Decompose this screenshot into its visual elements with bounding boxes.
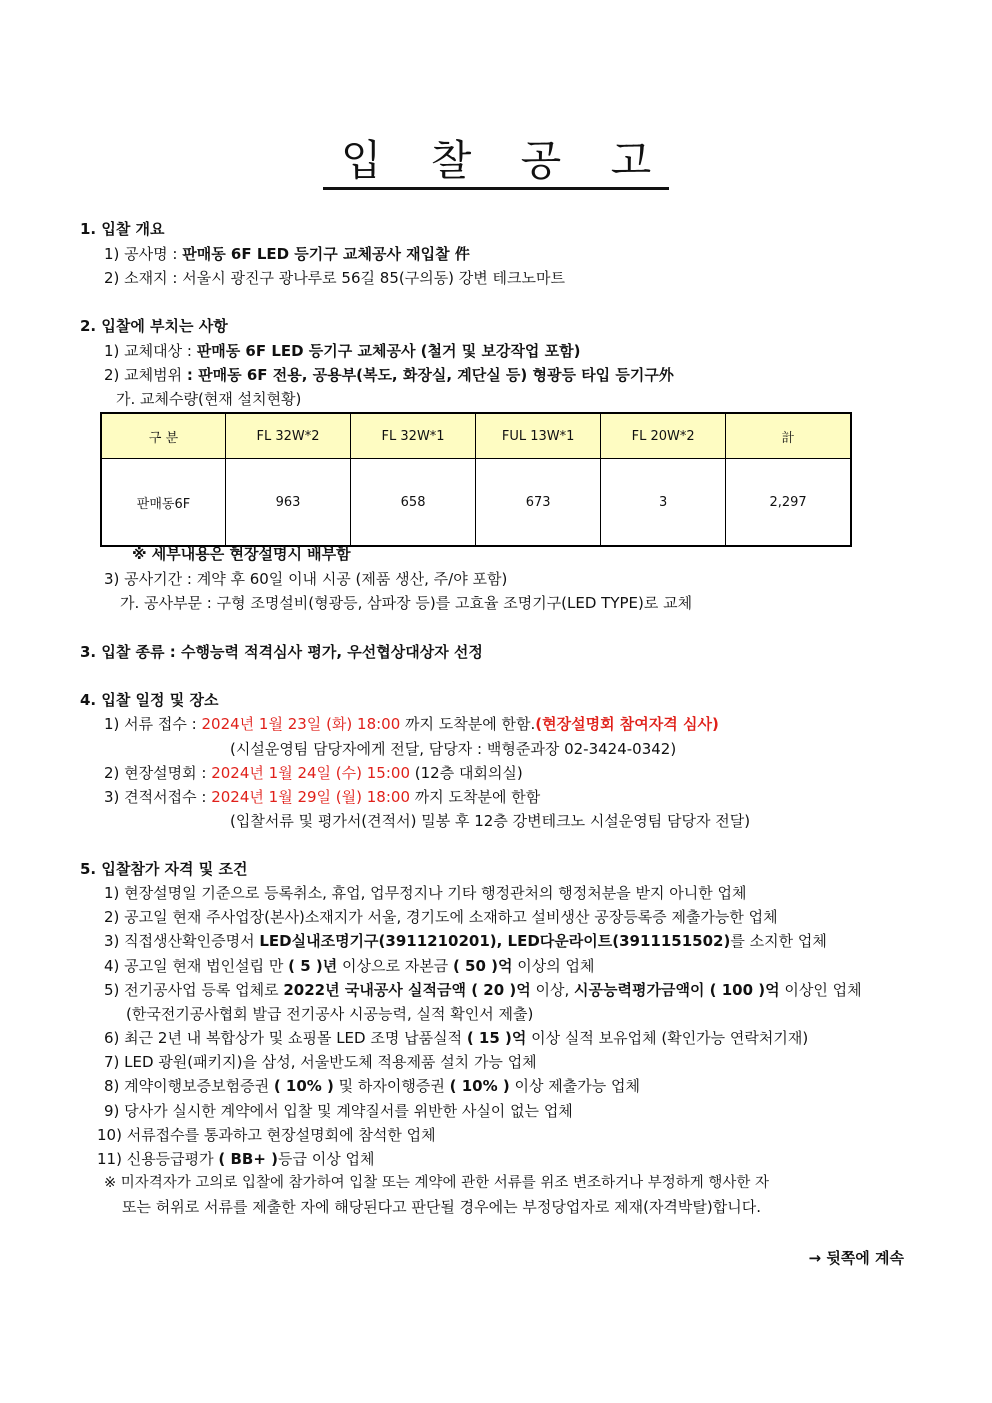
document-title: 입 찰 공 고 bbox=[0, 128, 992, 188]
table-cell: 2,297 bbox=[726, 459, 851, 547]
section-2-heading: 2. 입찰에 부치는 사항 bbox=[80, 317, 228, 335]
s5-item-7: 7) LED 광원(패키지)을 삼성, 서울반도체 적용제품 설치 가능 업체 bbox=[104, 1053, 537, 1071]
s5-note-line-1: ※ 미자격자가 고의로 입찰에 참가하여 입찰 또는 계약에 관한 서류를 위조 변조하거나 부정하게 행사한 자 bbox=[104, 1175, 769, 1191]
table-header-cell: 구 분 bbox=[101, 413, 226, 459]
table-cell: 673 bbox=[476, 459, 601, 547]
s5-item-3: 3) 직접생산확인증명서 LED실내조명기구(3911210201), LED다운라이트(3911151502)를 소지한 업체 bbox=[104, 932, 827, 950]
s5-item-4: 4) 공고일 현재 법인설립 만 ( 5 )년 이상으로 자본금 ( 50 )억 이상의 업체 bbox=[104, 957, 595, 975]
table-row bbox=[101, 459, 851, 547]
table-header-cell: FL 20W*2 bbox=[601, 413, 726, 459]
quantity-table bbox=[100, 412, 852, 547]
table-cell: 963 bbox=[226, 459, 351, 547]
s1-item-1: 1) 공사명 : 판매동 6F LED 등기구 교체공사 재입찰 件 bbox=[104, 245, 470, 263]
s2-sub-a: 가. 교체수량(현재 설치현황) bbox=[116, 390, 302, 408]
s2-item-2: 2) 교체범위 : 판매동 6F 전용, 공용부(복도, 화장실, 계단실 등) 형광등 타입 등기구外 bbox=[104, 366, 674, 384]
section-3-heading: 3. 입찰 종류 : 수행능력 적격심사 평가, 우선협상대상자 선정 bbox=[80, 643, 483, 661]
s4-item-1-detail: (시설운영팀 담당자에게 전달, 담당자 : 백형준과장 02-3424-0342) bbox=[230, 740, 677, 758]
s5-item-2: 2) 공고일 현재 주사업장(본사)소재지가 서울, 경기도에 소재하고 설비생산 공장등록증 제출가능한 업체 bbox=[104, 908, 778, 926]
section-5-heading: 5. 입찰참가 자격 및 조건 bbox=[80, 860, 248, 878]
s4-item-3-detail: (입찰서류 및 평가서(견적서) 밀봉 후 12층 강변테크노 시설운영팀 담당자 전달) bbox=[230, 812, 751, 830]
table-header-row bbox=[101, 413, 851, 459]
s4-item-2: 2) 현장설명회 : 2024년 1월 24일 (수) 15:00 (12층 대회의실) bbox=[104, 764, 523, 782]
table-header-cell: FL 32W*2 bbox=[226, 413, 351, 459]
table-header-cell: FL 32W*1 bbox=[351, 413, 476, 459]
s1-item-2: 2) 소재지 : 서울시 광진구 광나루로 56길 85(구의동) 강변 테크노마트 bbox=[104, 269, 566, 287]
s5-note-line-2: 또는 허위로 서류를 제출한 자에 해당된다고 판단될 경우에는 부정당업자로 제재(자격박탈)합니다. bbox=[122, 1198, 761, 1216]
s2-note: ※ 세부내용은 현장설명시 배부함 bbox=[132, 545, 351, 563]
s5-item-1: 1) 현장설명일 기준으로 등록취소, 휴업, 업무정지나 기타 행정관처의 행정처분을 받지 아니한 업체 bbox=[104, 884, 747, 902]
s5-item-5: 5) 전기공사업 등록 업체로 2022년 국내공사 실적금액 ( 20 )억 이상, 시공능력평가금액이 ( 100 )억 이상인 업체 bbox=[104, 981, 862, 999]
section-4-heading: 4. 입찰 일정 및 장소 bbox=[80, 691, 219, 709]
s4-item-3: 3) 견적서접수 : 2024년 1월 29일 (월) 18:00 까지 도착분에 한함 bbox=[104, 788, 541, 806]
s2-item-3: 3) 공사기간 : 계약 후 60일 이내 시공 (제품 생산, 주/야 포함) bbox=[104, 570, 508, 588]
section-1-heading: 1. 입찰 개요 bbox=[80, 220, 165, 238]
table-cell: 3 bbox=[601, 459, 726, 547]
s2-sub-b: 가. 공사부문 : 구형 조명설비(형광등, 삼파장 등)를 고효율 조명기구(LED TYPE)로 교체 bbox=[120, 594, 693, 612]
continued-indicator: → 뒷쪽에 계속 bbox=[808, 1249, 904, 1267]
s5-item-11: 11) 신용등급평가 ( BB+ )등급 이상 업체 bbox=[97, 1150, 375, 1168]
s5-item-9: 9) 당사가 실시한 계약에서 입찰 및 계약질서를 위반한 사실이 없는 업체 bbox=[104, 1102, 573, 1120]
s5-item-10: 10) 서류접수를 통과하고 현장설명회에 참석한 업체 bbox=[97, 1126, 436, 1144]
s5-item-8: 8) 계약이행보증보험증권 ( 10% ) 및 하자이행증권 ( 10% ) 이상 제출가능 업체 bbox=[104, 1077, 640, 1095]
table-header-cell: 計 bbox=[726, 413, 851, 459]
s2-item-1: 1) 교체대상 : 판매동 6F LED 등기구 교체공사 (철거 및 보강작업 포함) bbox=[104, 342, 581, 360]
s5-item-5-detail: (한국전기공사협회 발급 전기공사 시공능력, 실적 확인서 제출) bbox=[126, 1005, 534, 1023]
table-header-cell: FUL 13W*1 bbox=[476, 413, 601, 459]
s4-item-1: 1) 서류 접수 : 2024년 1월 23일 (화) 18:00 까지 도착분에 한함.(현장설명회 참여자격 심사) bbox=[104, 715, 719, 733]
table-cell: 658 bbox=[351, 459, 476, 547]
s5-item-6: 6) 최근 2년 내 복합상가 및 쇼핑몰 LED 조명 납품실적 ( 15 )억 이상 실적 보유업체 (확인가능 연락처기재) bbox=[104, 1029, 809, 1047]
table-cell: 판매동6F bbox=[101, 459, 226, 547]
